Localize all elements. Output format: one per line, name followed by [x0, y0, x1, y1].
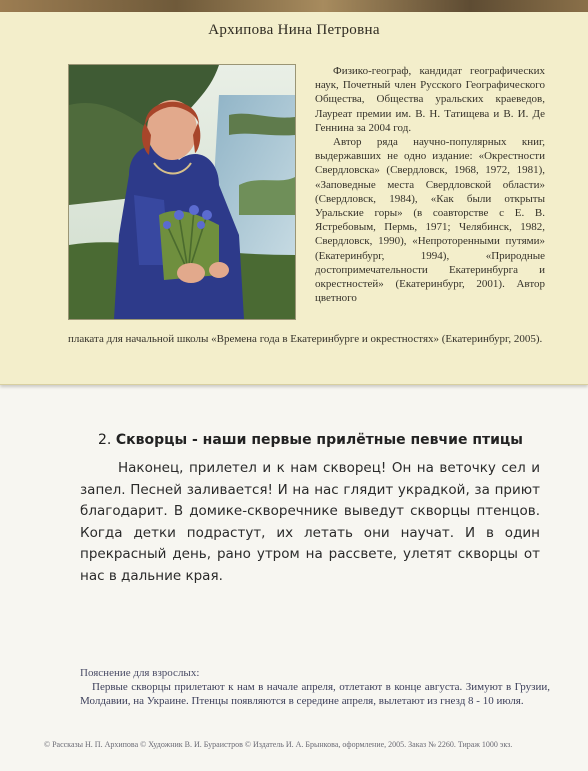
story-body: [80, 458, 540, 587]
adult-note: [80, 666, 550, 708]
story-paragraph: Наконец, прилетел и к нам скворец! Он на веточку сел и запел. Песней заливается! И на нас глядит украдкой, за приют благодарит. В домике-скворечнике выведут скворцы птенцов. Когда детки подрастут, их летать они научат. И в один прекрасный день, рано утром на рассвете, улетят скворцы от нас в дальние края.: [80, 460, 540, 584]
story-title: Скворцы - наши первые прилётные певчие птицы: [115, 432, 523, 448]
story-number: 2.: [98, 432, 112, 448]
publication-credits: © Рассказы Н. П. Архипова © Художник В. И. Бураистров © Издатель И. А. Брынкова, оформление, 2005. Заказ № 2260. Тираж 1000 экз.: [44, 740, 513, 749]
top-decorative-strip: [0, 0, 588, 12]
note-text: Первые скворцы прилетают к нам в начале апреля, отлетают в конце августа. Зимуют в Грузии, Молдавии, на Украине. Птенцы появляются в середине апреля, вылетают из гнезд 8 - 10 июля.: [80, 681, 550, 707]
author-name: Архипова Нина Петровна: [208, 22, 380, 38]
story-heading: [98, 432, 558, 448]
author-photo: [68, 64, 296, 320]
author-bio: [315, 64, 545, 305]
author-bio-continuation: плаката для начальной школы «Времена года в Екатеринбурге и окрестностях» (Екатеринбург, 2005).: [68, 333, 543, 345]
note-title: Пояснение для взрослых:: [80, 667, 200, 679]
bio-paragraph: Автор ряда научно-популярных книг, выдержавших не одно издание: «Окрестности Свердловска» (Свердловск, 1968, 1972, 1981), «Заповедные места Свердловской области» (Свердловск, 1984), «Как были открыты Уральские горы» (в соавторстве с Е. В. Ястребовым, Пермь, 1971; Челябинск, 1982, Свердловск, 1990), «Непроторенными путями» (Екатеринбург, 1994), «Природные достопримечательности Екатеринбурга и окрестностей» (Екатеринбург, 2001). Автор цветного: [315, 136, 545, 305]
bio-paragraph: Физико-географ, кандидат географических наук, Почетный член Русского Географического Общества, Общества уральских краеведов, Лауреат премии им. В. Н. Татищева и В. И. Де Геннина за 2004 год.: [315, 65, 545, 134]
